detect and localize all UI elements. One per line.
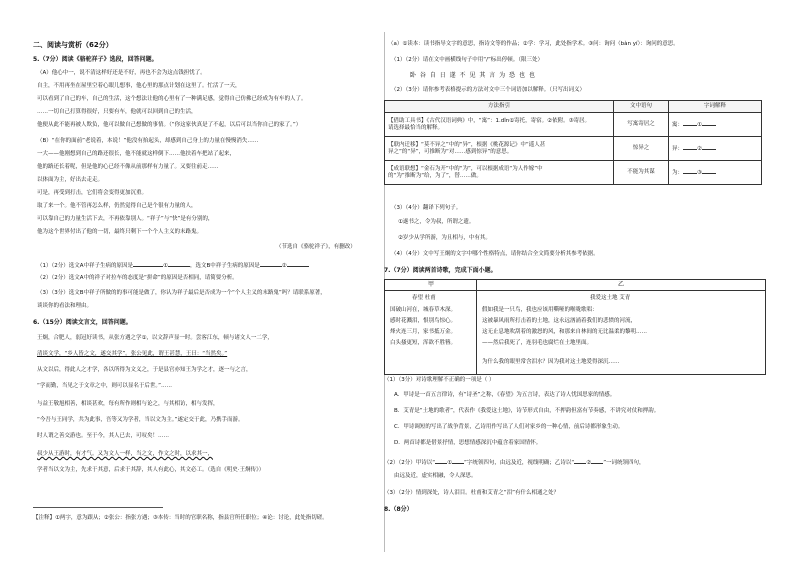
section-title: 二、阅读与赏析（62分） (33, 41, 113, 49)
q5-b-line: 他为这个世界付出了他的一切，最终只剩下一个个人主义的末路鬼。 (37, 229, 203, 235)
answer-blank[interactable] (702, 120, 716, 126)
answer-blank[interactable] (683, 120, 697, 126)
q5-b-line: （B）“在你的面前”老说着，本说！”他没有抬起头，却感到自己身上的力量在慢慢消失…… (37, 138, 259, 144)
q5-b-line: 一大——他刚想到自己的路还很长，他不能就这样倒下……他扶着车把站了起来， (37, 151, 236, 157)
table-cell (669, 137, 762, 161)
yi-line: 为什么我的眼里常含泪水？因为我对这土地爱得深沉…… (482, 359, 620, 365)
q5-b-line: 可是，再受到打击，它们将会变得更加沉重。 (37, 190, 148, 196)
answer-blank[interactable] (452, 458, 464, 464)
answer-blank[interactable] (683, 144, 697, 150)
answer-blank[interactable] (683, 168, 697, 174)
q6-sub4: （4）（4分）文中写王炯的文字中哪个性格特点，请你结合全文简要分析其参考依据。 (391, 251, 599, 257)
poem-header-line (384, 290, 765, 291)
yi-title: 我爱这土地 艾青 (590, 295, 631, 301)
right-column (384, 0, 794, 562)
q6-text-line: “今吾与王同学，共为此事，吾等又为学者，当以文为主。”遂定交于此，乃携手而游。 (37, 417, 244, 423)
poem-divider (476, 279, 477, 374)
q5-a-line: （A）他心中一，说不清这样好还是不好，再也不会为这点钱担忧了。 (37, 70, 206, 76)
q6-sub3-a: ①遂书之，令为叔，所谓之遗。 (398, 219, 475, 225)
q5-a-line: 他便从此不能再被人欺负，他可以做自己想做的事情。（“你这家伙真是了不起，以后可以当你自己的家了。”） (37, 122, 302, 128)
q6-sub1: （1）（2分）请在文中画横线句子中用“/”标出停顿。（限三处） (391, 57, 544, 63)
answer-blank[interactable] (702, 168, 716, 174)
q6-text-line: 叔少从王游时，有才气。又为文人一样，当之文，作文之时，以求其一， (37, 451, 214, 457)
method-text: 的“为”推断为“给，为了”，替……做。 (388, 172, 482, 179)
jia-line: 国破山河在，城春草木深。 (390, 307, 457, 313)
poem-yi-label: 乙 (618, 281, 625, 288)
answer-blank[interactable] (591, 458, 603, 464)
q6-sub3-b: ②岁少从学所游，为且相与，中有其。 (398, 235, 491, 241)
table-cell (385, 137, 614, 161)
word-label: 异： (672, 146, 684, 153)
answer-blank[interactable] (168, 261, 190, 267)
table-cell (385, 161, 614, 185)
jia-title: 春望 杜甫 (412, 295, 436, 301)
method-text: 异之”的“异”，可推断为“对……感到惊异”的意思。 (388, 148, 513, 155)
answer-blank[interactable] (435, 458, 447, 464)
q7-head: 7.（7分）阅读两首诗歌，完成下面小题。 (384, 267, 497, 274)
table-cell: 写寓寄居之 (614, 113, 669, 137)
q5-b-line: 以体面为主，好出去走走。 (37, 177, 104, 183)
table-header-row (385, 101, 762, 113)
option-a[interactable]: A．甲诗是一首五言律诗，有“诗圣”之称，《春望》为五言诗，表达了诗人忧国思家的情感。 (394, 392, 616, 398)
right-top-note: （a）①读本：读书指导文字的意思，指诗文等的作品；②学：学习，此处指学术。③问：询问（bàn yí）：询问的意思。 (388, 41, 679, 47)
q8-head: 8.（8分） (384, 506, 413, 513)
answer-blank[interactable] (260, 261, 282, 267)
q5-head: 5.（7分）阅读《骆驼祥子》选段，回答问题。 (33, 56, 158, 63)
table-row (385, 161, 762, 185)
q6-note: 【注释】①两字，意为跟从；②张公：指张方遇；③本传：当时的官职名称，指县官所任职位；④论：讨论，此处指切磋。 (33, 515, 328, 521)
yi-line: 这被暴风雨所打击着的土地，这永远汹涌着我们的悲愤的河流， (482, 318, 637, 324)
method-text: 【成语联想】“金石为开”中的“为”，可以根据成语“为人作嫁”中 (388, 165, 543, 172)
table-header: 字词解释 (669, 101, 762, 113)
q6-sub1-sentence: 卧 谷 自 日 遂 不 见 其 言 为 恐 也 也 (410, 72, 536, 79)
q6-text-line: 王炯，合肥人，弱冠好读书，从张方遇之学①，以文辞声显一时。尝客江东，顿与诸文人一二学， (37, 335, 273, 341)
answer-blank[interactable] (133, 261, 163, 267)
q7-sub2-text: （2）（2分）甲诗以“ (384, 460, 436, 466)
table-row (385, 137, 762, 161)
poem-jia-label: 甲 (428, 281, 435, 288)
q5-sub1-text: （1）（2分）选文A中祥子生病的原因是 (37, 263, 134, 269)
q7-sub3: （3）（2分）情到深处，诗人泪目。杜甫和艾青之“泪”有什么相通之处？ (384, 490, 559, 496)
q5-sub2: （2）（2分）选文A中的祥子对拉车的态度是“拼命”的原因是否相同，请简要分析。 (37, 275, 238, 281)
table-cell: 惊异之 (614, 137, 669, 161)
method-text: 【联内迁移】“莫不异之”中的“异”，根据《桃花源记》中“遥人甚 (388, 141, 546, 148)
jia-line: 感时花溅泪，恨别鸟惊心。 (390, 318, 457, 324)
jia-line: 白头搔更短，浑欲不胜簪。 (390, 340, 457, 346)
blank-marker: ③ (697, 170, 702, 177)
yi-line: ——然后我死了，连羽毛也腐烂在土地里面。 (482, 340, 593, 346)
q7-sub2-cont: 由远及近，虚实相融，令人深思。 (394, 473, 477, 479)
q5-a-line: ……一切自己打算得很好，只要有车，他就可以回到自己的生活， (37, 109, 197, 115)
option-d[interactable]: D．两首诗都是借景抒情，思想情感深沉中蕴含着家国情怀。 (394, 440, 542, 446)
q6-sub2: （2）（3分）请你参考表格提示的方法对文中三个词语加以解释。（只写出词义） (391, 87, 586, 93)
jia-line: 烽火连三月，家书抵万金。 (390, 329, 457, 335)
q5-sub1-text: ，选文B中祥子生病的原因是 (189, 263, 260, 269)
table-header: 文中语句 (614, 101, 669, 113)
note-divider (33, 507, 163, 508)
q6-text-line: “学而勤，当见之于文章之中，则可以显名于后世。”…… (37, 383, 172, 389)
answer-blank[interactable] (702, 144, 716, 150)
q6-text-line: 从文以后，得此人之才学，各以所得为文义之，于是县官亦知王为学之才，逐一与之言， (37, 367, 252, 373)
answer-blank[interactable] (574, 458, 586, 464)
table-cell (385, 113, 614, 137)
method-text: 请选择最恰当的解释。 (388, 124, 444, 131)
q7-sub2-text: ”字统领四句，由远及近，视线明确；乙诗以“ (464, 460, 575, 466)
method-table (384, 100, 762, 185)
option-b[interactable]: B．艾青是“土地的歌者”，代表作《我爱这土地》，诗节形式自由，不押韵但富有节奏感，不讲究对仗和押韵。 (394, 408, 660, 414)
blank-marker: ① (447, 460, 453, 466)
q6-text-line: 时人谓之善交游也。至于今，其人已去，可叹矣！…… (37, 433, 170, 439)
q5-b-line: 取了来一个。他不管再怎么样，仍然觉得自己是个很有力量的人， (37, 203, 197, 209)
q5-b-line: 可以靠自己的力量生活下去，不再依靠别人。“祥子”与“快”是有分别的， (37, 216, 214, 222)
q6-sub3: （3）（4分）翻译下列句子。 (391, 205, 462, 211)
table-cell (669, 161, 762, 185)
answer-blank[interactable] (287, 261, 309, 267)
q7-sub1: （1）（3分）对诗歌理解不正确的一项是（ ） (384, 377, 495, 383)
q7-sub2-text: ”一词统领四句， (603, 460, 645, 466)
yi-line: 这无止息地吹刮着的激怒的风，和那来自林间的无比温柔的黎明…… (482, 329, 648, 335)
q5-sub1 (37, 261, 309, 270)
table-row (385, 113, 762, 137)
word-label: 寓： (672, 122, 684, 129)
blank-marker: ① (163, 263, 168, 269)
q5-b-line: 他的路还长着呢，但是他的心已经不像从前那样有力量了。又要往前走…… (37, 164, 219, 170)
q5-sub3: 谈谈你的看法和理由。 (37, 303, 93, 309)
q6-text-line: 学者当以文为主，先求于其意，后求于其辞，其人有此心，其文必工。（选自《明史·王烔传》） (37, 467, 265, 473)
blank-marker: ① (697, 122, 702, 129)
q5-sub3: （3）（3分）选文B中祥子所做的的事可能是做了，你认为祥子最后是否成为一个“个人主义的末路鬼”吗？请联系原著， (37, 290, 326, 296)
q6-text-line: 与益王敬旭相善，相谈甚欢，每有所作则相与论之，与其相访，相与发挥， (37, 401, 219, 407)
word-label: 为： (672, 170, 684, 177)
blank-marker: ② (697, 146, 702, 153)
yi-line: 假如我是一只鸟，我也应该用嘶哑的喉咙歌唱： (482, 307, 598, 313)
q6-head: 6.（15分）阅读文言文，回答问题。 (33, 319, 132, 326)
q5-a-line: 可以看到了自己的车，自己的生活，这个想法让他的心里有了一种满足感，觉得自己仿佛已经成为有车的人了。 (37, 96, 307, 102)
blank-marker: ② (281, 263, 287, 269)
q5-a-line: 自主，不用再坐在屋里空着心眼儿想事，他心里的那点计划在这里了。忙活了一天， (37, 83, 241, 89)
q5-source: （节选自《骆驼祥子》，有删改） (276, 244, 356, 250)
blank-marker: ② (586, 460, 592, 466)
method-text: 【借助工具书】《古代汉语词典》中，“寓”：1.dǐn①寄托，寄宿。②依附。③寄居。 (388, 117, 590, 124)
table-header: 方法指引 (385, 101, 614, 113)
q6-text-line: 清谈文学，“乡人皆之文，遂交其学”。张公见此，谓王甚慧，王曰：“当然矣。” (37, 351, 228, 357)
table-cell (669, 113, 762, 137)
option-c[interactable]: C．甲诗调短的写出了战争背景，乙诗用作写出了人们对家乡的一种心情，前后诗都形象生动。 (394, 424, 624, 430)
table-cell: 不能为其谋 (614, 161, 669, 185)
q7-sub2 (384, 458, 645, 467)
left-column (0, 0, 380, 562)
